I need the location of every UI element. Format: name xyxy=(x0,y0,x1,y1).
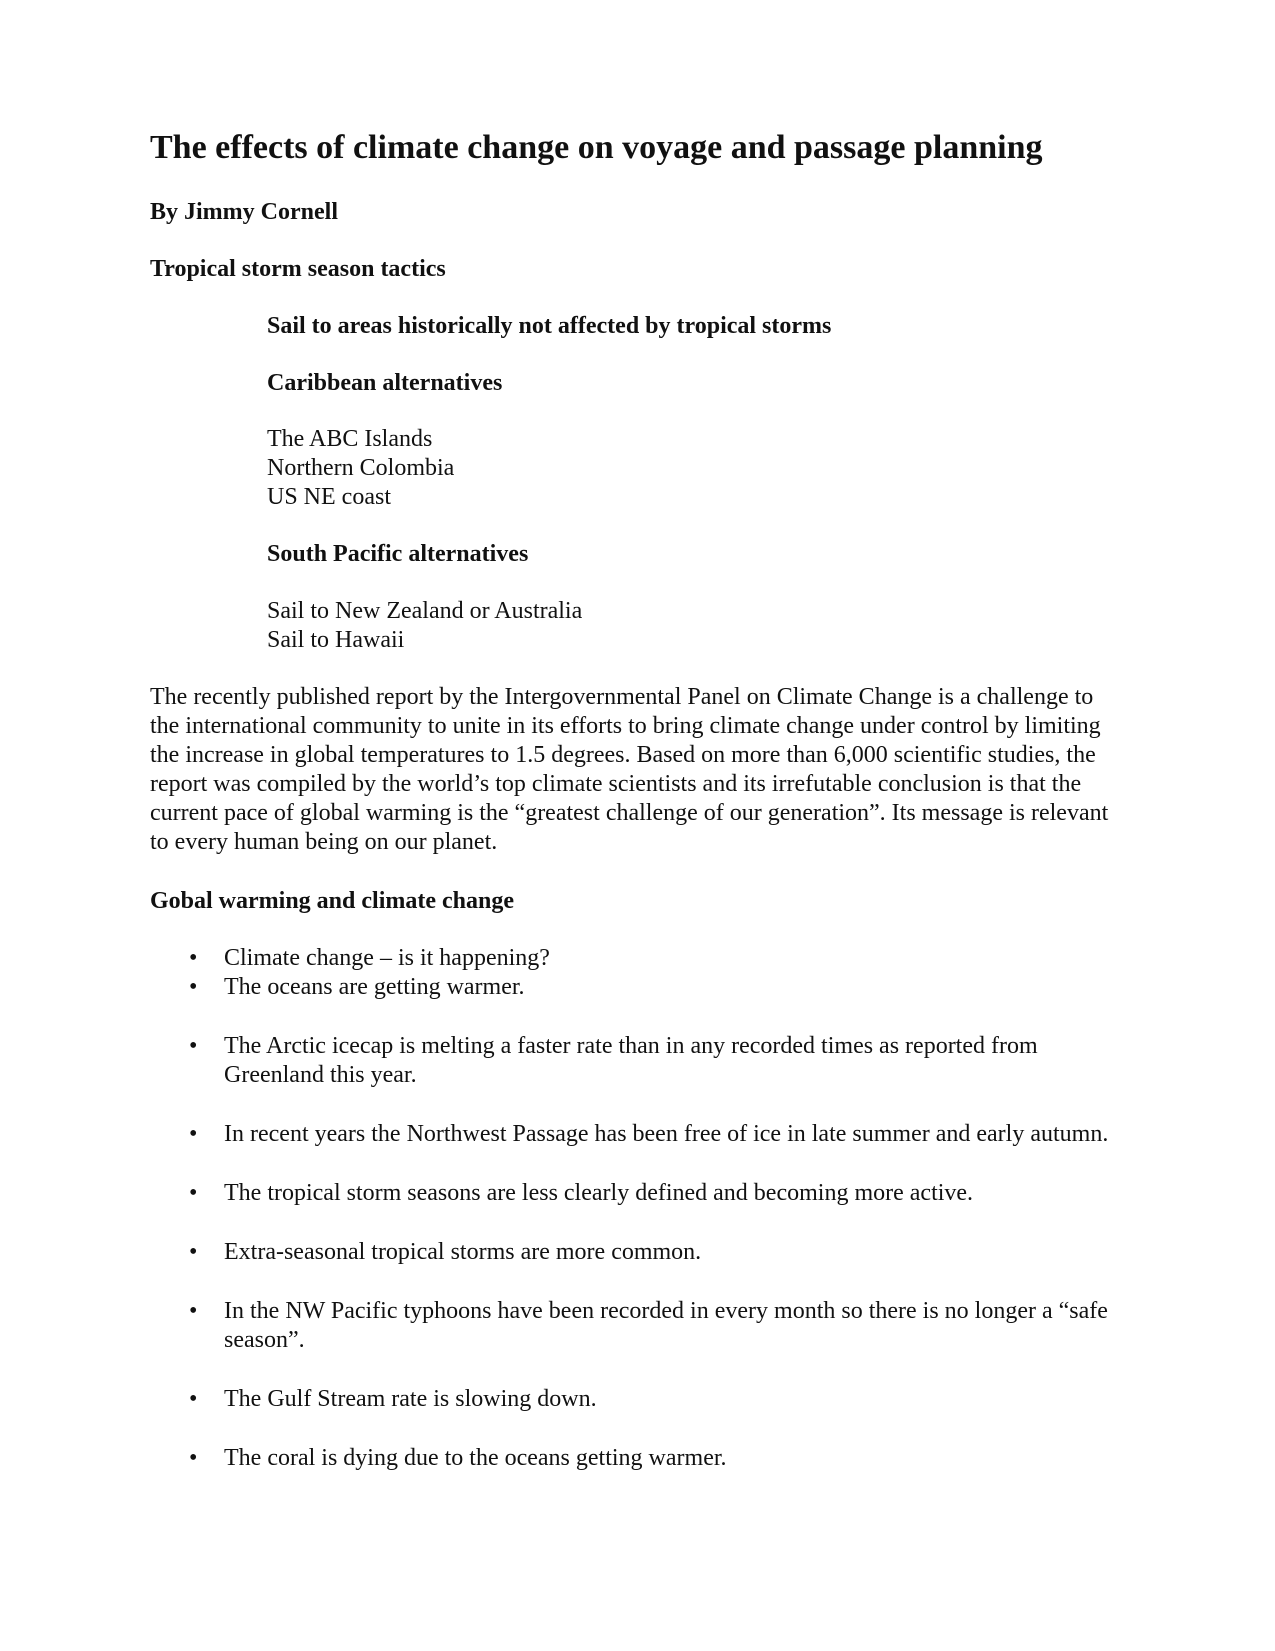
bullet-item xyxy=(150,1120,1110,1149)
section-heading-global-warming: Gobal warming and climate change xyxy=(150,888,514,914)
bullet-text: Extra-seasonal tropical storms are more common. xyxy=(224,1239,702,1265)
bullet-icon: • xyxy=(189,974,198,1000)
document-title: The effects of climate change on voyage and passage planning xyxy=(150,129,1043,166)
bullet-item xyxy=(150,1238,1110,1267)
list-item: US NE coast xyxy=(267,484,391,510)
bullet-text: The oceans are getting warmer. xyxy=(224,974,525,1000)
bullet-icon: • xyxy=(189,1239,198,1265)
list-item: Northern Colombia xyxy=(267,455,455,481)
list-item: Sail to New Zealand or Australia xyxy=(267,598,583,624)
bullet-item xyxy=(150,944,1110,973)
bullet-text: The Arctic icecap is melting a faster rate than in any recorded times as reported from Greenland this year. xyxy=(224,1033,1038,1088)
bullet-text: In the NW Pacific typhoons have been recorded in every month so there is no longer a “safe season”. xyxy=(224,1298,1108,1353)
bullet-icon: • xyxy=(189,945,198,971)
body-paragraph: The recently published report by the Intergovernmental Panel on Climate Change is a challenge to the international community to unite in its efforts to bring climate change under control by limiting the increase in global temperatures to 1.5 degrees. Based on more than 6,000 scientific studies, the report was compiled by the world’s top climate scientists and its irrefutable conclusion is that the current pace of global warming is the “greatest challenge of our generation”. Its message is relevant to every human being on our planet. xyxy=(150,684,1109,855)
bullet-text: The Gulf Stream rate is slowing down. xyxy=(224,1386,597,1412)
south-pacific-list xyxy=(267,597,582,655)
bullet-text: The coral is dying due to the oceans getting warmer. xyxy=(224,1445,727,1471)
bullet-icon: • xyxy=(189,1033,198,1059)
subheading-caribbean: Caribbean alternatives xyxy=(267,370,503,396)
list-item: The ABC Islands xyxy=(267,426,433,452)
bullet-icon: • xyxy=(189,1298,198,1324)
bullet-item xyxy=(150,1297,1110,1355)
bullet-item xyxy=(150,1179,1110,1208)
bullet-icon: • xyxy=(189,1386,198,1412)
bullet-list xyxy=(150,944,1110,1473)
subheading-historic-areas: Sail to areas historically not affected by tropical storms xyxy=(267,313,832,339)
bullet-icon: • xyxy=(189,1121,198,1147)
caribbean-list xyxy=(267,425,454,512)
byline: By Jimmy Cornell xyxy=(150,199,338,225)
list-item: Sail to Hawaii xyxy=(267,627,405,653)
bullet-item xyxy=(150,1444,1110,1473)
bullet-item xyxy=(150,973,1110,1002)
bullet-text: Climate change – is it happening? xyxy=(224,945,550,971)
bullet-text: The tropical storm seasons are less clearly defined and becoming more active. xyxy=(224,1180,974,1206)
bullet-icon: • xyxy=(189,1180,198,1206)
bullet-icon: • xyxy=(189,1445,198,1471)
bullet-text: In recent years the Northwest Passage has been free of ice in late summer and early autumn. xyxy=(224,1121,1109,1147)
bullet-item xyxy=(150,1032,1110,1090)
subheading-south-pacific: South Pacific alternatives xyxy=(267,541,529,567)
section-heading-tactics: Tropical storm season tactics xyxy=(150,256,446,282)
bullet-item xyxy=(150,1385,1110,1414)
